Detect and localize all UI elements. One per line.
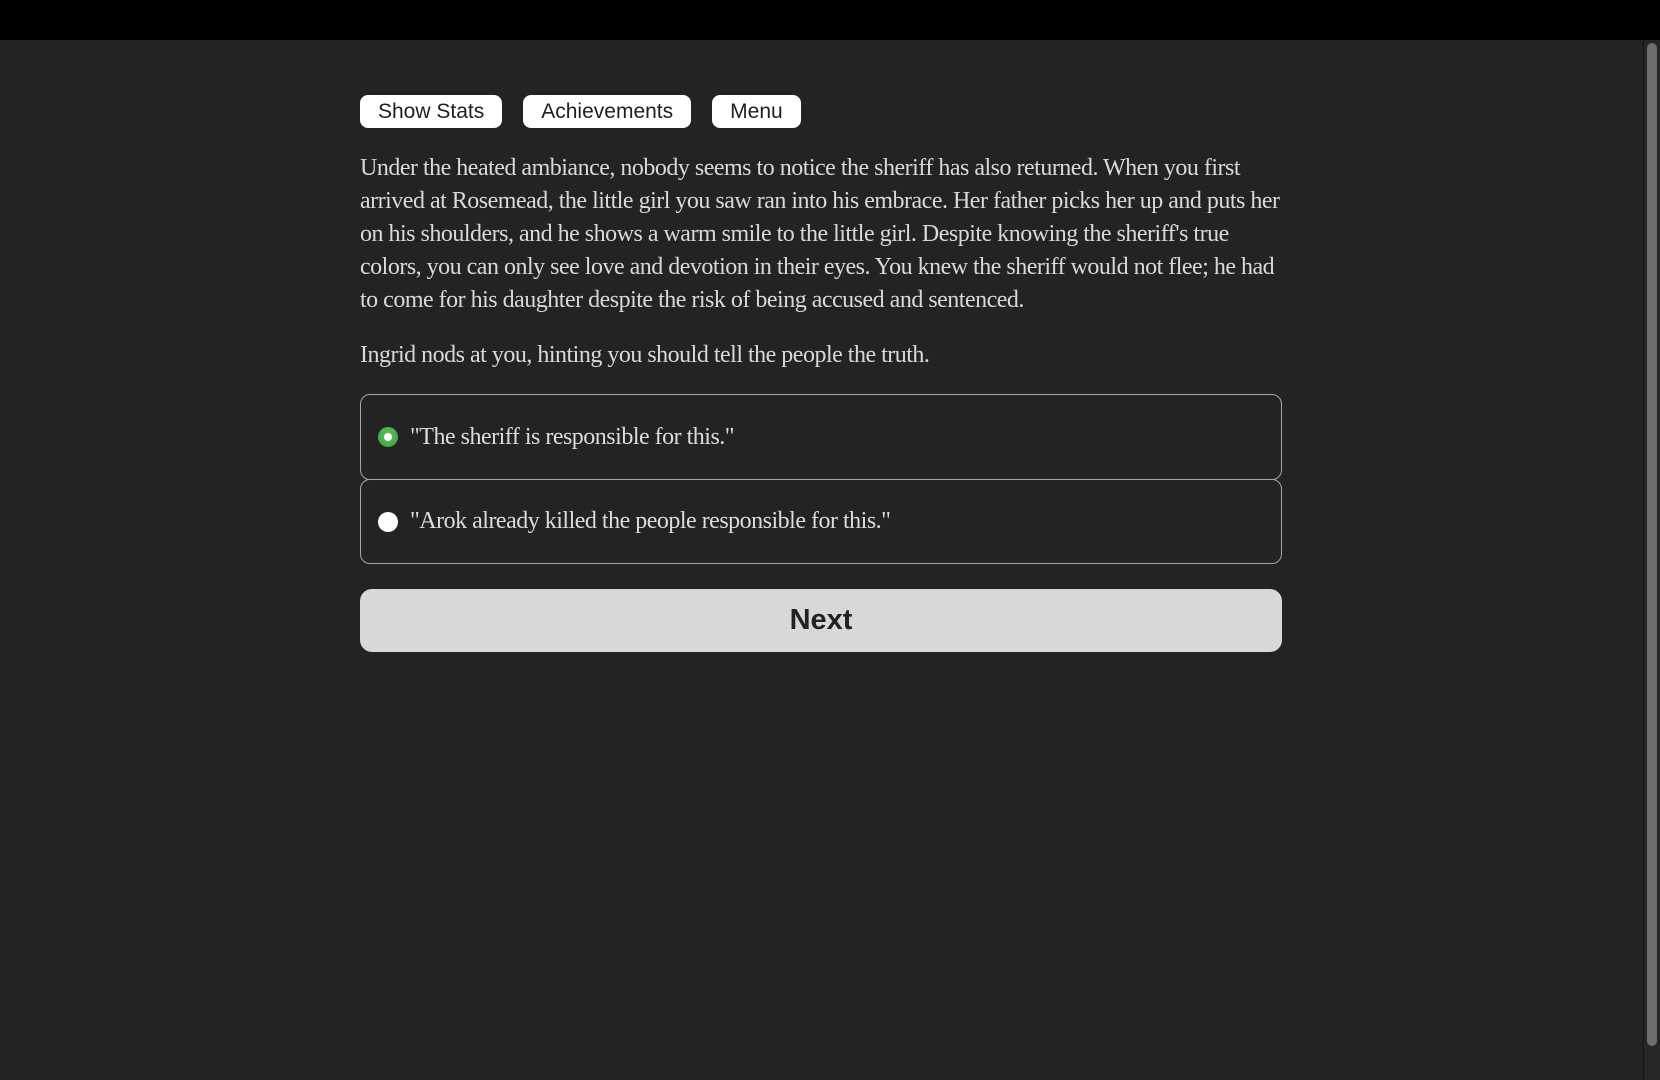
choice-option-label: "Arok already killed the people responsible for this." [410, 508, 891, 534]
story-paragraph: Ingrid nods at you, hinting you should tell the people the truth. [360, 342, 930, 368]
choice-option-arok[interactable] [360, 479, 1282, 564]
story-paragraph: Under the heated ambiance, nobody seems to notice the sheriff has also returned. When you first arrived at Rosemead, the little girl you saw ran into his embrace. Her father picks her up and puts her on his shoulders, and he shows a warm smile to the little girl. Despite knowing the sheriff's true colors, you can only see love and devotion in their eyes. You knew the sheriff would not flee; he had to come for his daughter despite the risk of being accused and sentenced. [360, 155, 1280, 313]
radio-button-selected-icon[interactable] [378, 427, 398, 447]
choice-option-label: "The sheriff is responsible for this." [410, 423, 735, 450]
next-button[interactable]: Next [360, 589, 1282, 652]
radio-button-unselected-icon[interactable] [378, 512, 398, 532]
choice-option-sheriff[interactable] [360, 394, 1282, 480]
achievements-button[interactable]: Achievements [523, 95, 691, 128]
scrollbar-thumb[interactable] [1647, 43, 1657, 1046]
show-stats-button[interactable]: Show Stats [360, 95, 502, 128]
menu-button[interactable]: Menu [712, 95, 801, 128]
game-toolbar [360, 95, 1282, 128]
choice-form [360, 394, 1282, 564]
top-black-bar [0, 0, 1660, 40]
story-text [360, 152, 1282, 372]
story-column [360, 40, 1282, 652]
scrollbar-track[interactable] [1643, 40, 1660, 1080]
